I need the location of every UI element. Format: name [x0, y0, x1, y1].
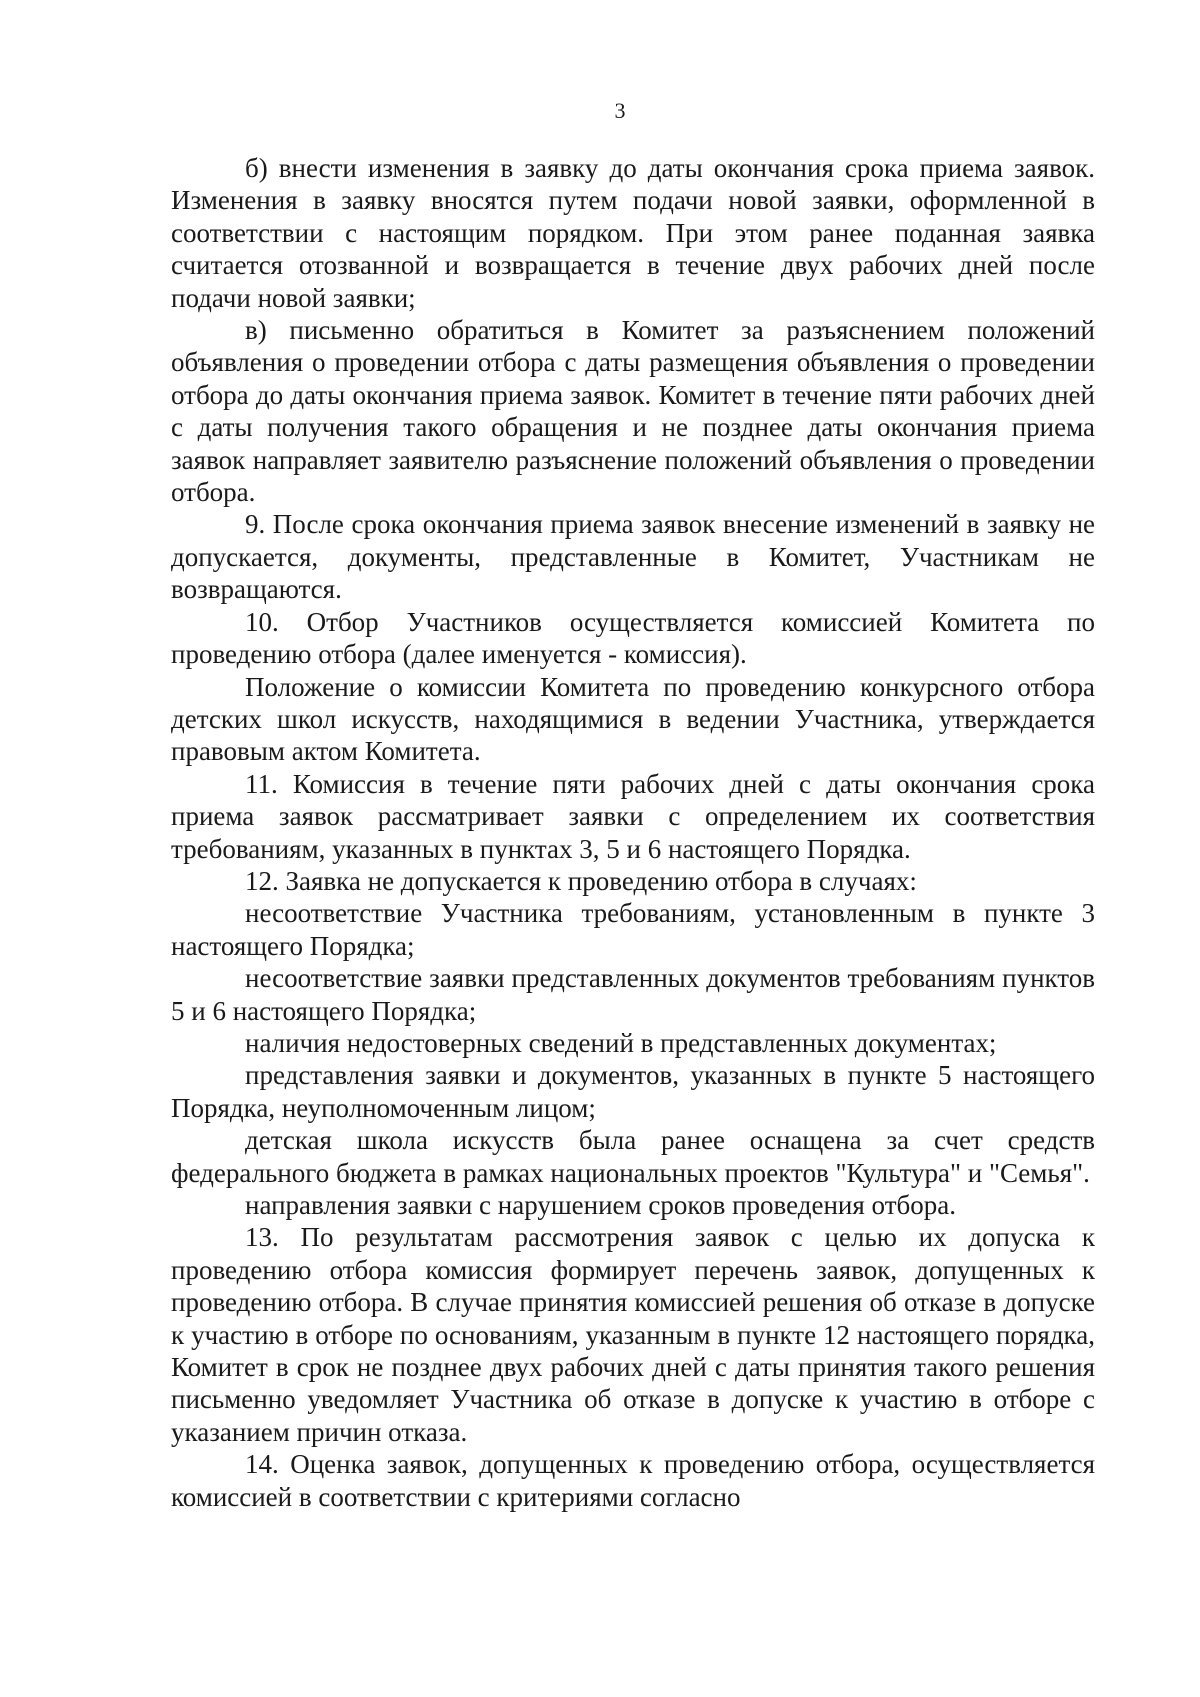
paragraph-13-admission-list: 13. По результатам рассмотрения заявок с целью их допуска к проведению отбора комиссия формирует перечень заявок, допущенных к проведению отбора. В случае принятия комиссией решения об отказе в допуске к участию в отборе по основаниям, указанным в пункте 12 настоящего порядка, Комитет в срок не позднее двух рабочих дней с даты принятия такого решения письменно уведомляет Участника об отказе в допуске к участию в отборе с указанием причин отказа.	[171, 1222, 1095, 1447]
rejection-case-false-info: наличия недостоверных сведений в представленных документах;	[245, 1027, 997, 1058]
paragraph-11-review-applications: 11. Комиссия в течение пяти рабочих дней с даты окончания срока приема заявок рассматривает заявки с определением их соответствия требованиям, указанных в пунктах 3, 5 и 6 настоящего Порядка.	[171, 768, 1095, 864]
paragraph-b-amend-application: б) внести изменения в заявку до даты окончания срока приема заявок. Изменения в заявку вносятся путем подачи новой заявки, оформленной в соответствии с настоящим порядком. При этом ранее поданная заявка считается отозванной и возвращается в течение двух рабочих дней после подачи новой заявки;	[171, 153, 1095, 313]
rejection-case-late: направления заявки с нарушением сроков проведения отбора.	[245, 1190, 956, 1220]
paragraph-14-evaluation: 14. Оценка заявок, допущенных к проведению отбора, осуществляется комиссией в соответствии с критериями согласно	[171, 1449, 1095, 1512]
paragraph-9-no-changes: 9. После срока окончания приема заявок внесение изменений в заявку не допускается, документы, представленные в Комитет, Участникам не возвращаются.	[171, 509, 1095, 605]
paragraph-12-rejection-cases: 12. Заявка не допускается к проведению отбора в случаях:	[245, 865, 917, 896]
paragraph-10-selection-commission: 10. Отбор Участников осуществляется комиссией Комитета по проведению отбора (далее именуется - комиссия).	[171, 606, 1095, 670]
rejection-case-unauthorized: представления заявки и документов, указанных в пункте 5 настоящего Порядка, неуполномоченным лицом;	[171, 1060, 1095, 1123]
rejection-case-participant: несоответствие Участника требованиям, установленным в пункте 3 настоящего Порядка;	[171, 898, 1095, 961]
page-number: 3	[614, 98, 626, 123]
paragraph-commission-regulation: Положение о комиссии Комитета по проведению конкурсного отбора детских школ искусств, находящимися в ведении Участника, утверждается правовым актом Комитета.	[171, 671, 1095, 767]
rejection-case-already-equipped: детская школа искусств была ранее оснащена за счет средств федерального бюджета в рамках национальных проектов "Культура" и "Семья".	[171, 1125, 1095, 1188]
rejection-case-documents: несоответствие заявки представленных документов требованиям пунктов 5 и 6 настоящего Порядка;	[171, 963, 1095, 1026]
paragraph-v-request-clarification: в) письменно обратиться в Комитет за разъяснением положений объявления о проведении отбора с даты размещения объявления о проведении отбора до даты окончания приема заявок. Комитет в течение пяти рабочих дней с даты получения такого обращения и не позднее даты окончания приема заявок направляет заявителю разъяснение положений объявления о проведении отбора.	[171, 315, 1095, 508]
document-body	[171, 152, 1095, 1513]
